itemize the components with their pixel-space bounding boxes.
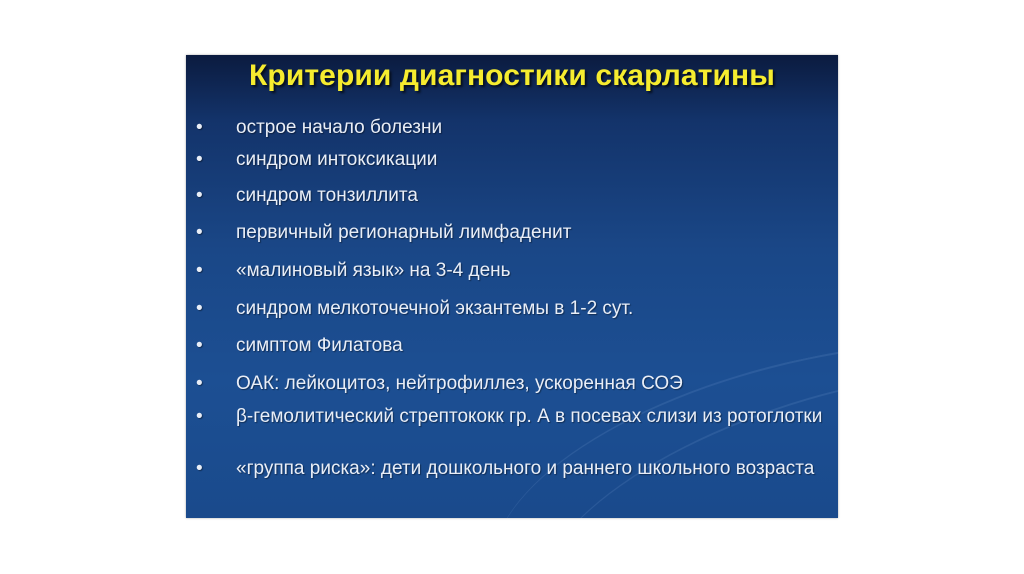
- bullet-text: острое начало болезни: [236, 117, 443, 138]
- bullet-text: β-гемолитический стрептококк гр. А в посевах слизи из ротоглотки: [236, 406, 823, 427]
- bullet-icon: •: [196, 406, 203, 427]
- bullet-icon: •: [196, 458, 203, 479]
- bullet-icon: •: [196, 149, 203, 170]
- slide-title: Критерии диагностики скарлатины: [248, 59, 775, 92]
- bullet-text: ОАК: лейкоцитоз, нейтрофиллез, ускоренная СОЭ: [236, 373, 683, 394]
- bullet-icon: •: [196, 298, 203, 319]
- bullet-icon: •: [196, 222, 203, 243]
- bullet-icon: •: [196, 373, 203, 394]
- bullet-text: синдром интоксикации: [236, 149, 438, 170]
- bullet-icon: •: [196, 185, 203, 206]
- bullet-text: «группа риска»: дети дошкольного и раннего школьного возраста: [236, 458, 815, 479]
- bullet-icon: •: [196, 335, 203, 356]
- bullet-text: первичный регионарный лимфаденит: [236, 222, 572, 243]
- bullet-icon: •: [196, 117, 203, 138]
- bullet-text: симптом Филатова: [236, 335, 403, 356]
- bullet-text: «малиновый язык» на 3-4 день: [236, 260, 511, 281]
- bullet-text: синдром тонзиллита: [236, 185, 418, 206]
- bullet-icon: •: [196, 260, 203, 281]
- bullet-text: синдром мелкоточечной экзантемы в 1-2 сут.: [236, 298, 634, 319]
- slide: [186, 55, 838, 518]
